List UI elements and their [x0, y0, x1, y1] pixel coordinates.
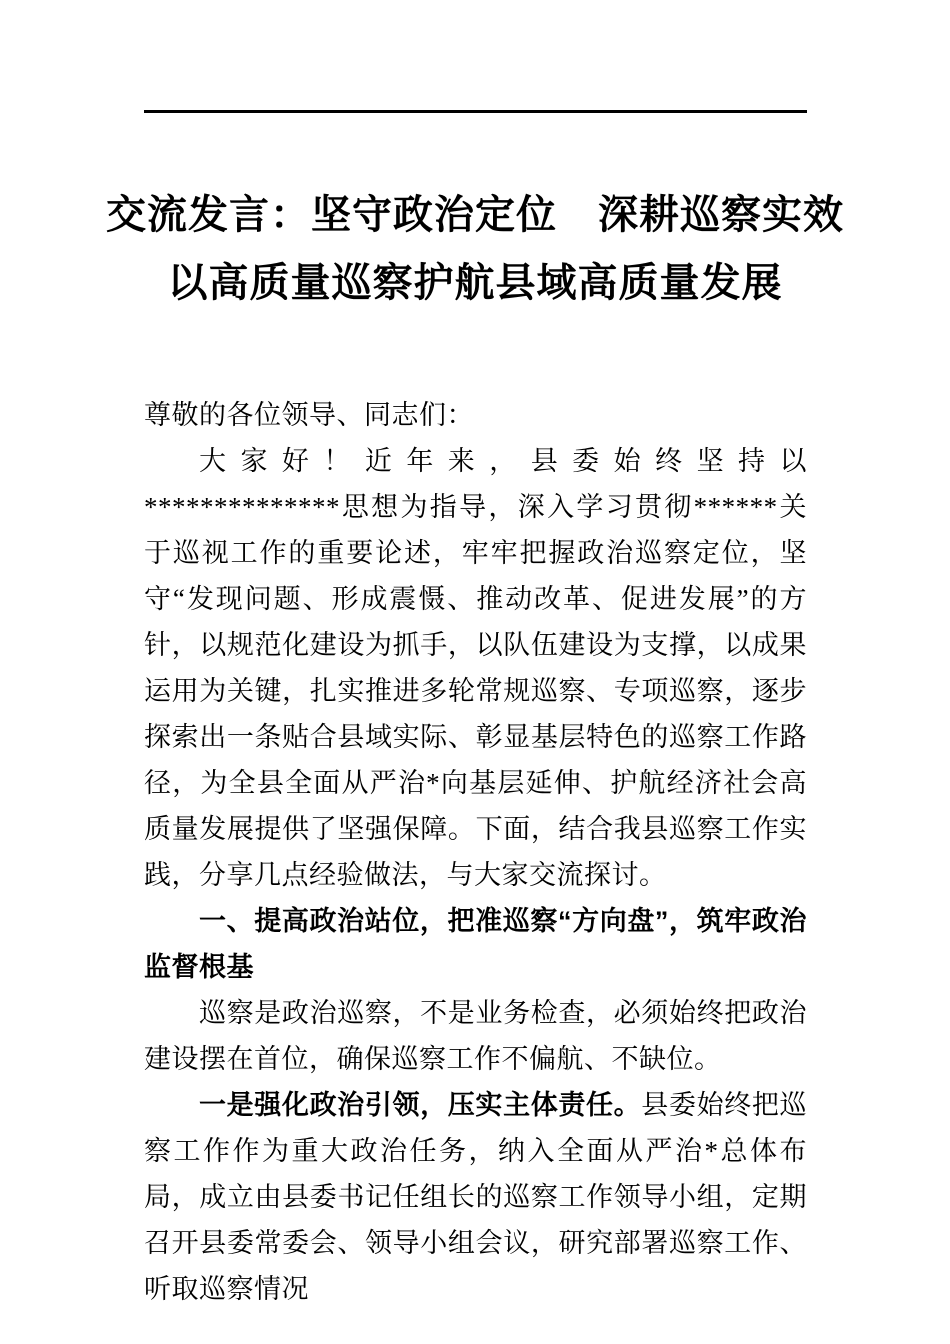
document-title: [0, 181, 950, 317]
document-title-line-2: 以高质量巡察护航县域高质量发展: [167, 260, 783, 305]
salutation: 尊敬的各位领导、同志们：: [144, 400, 474, 430]
intro-paragraph: 大家好！近年来，县委始终坚持以**************思想为指导，深入学习贯彻******关于巡视工作的重要论述，牢牢把握政治巡察定位，坚守“发现问题、形成震慑、推动改革、促进发展”的方针，以规范化建设为抓手，以队伍建设为支撑，以成果运用为关键，扎实推进多轮常规巡察、专项巡察，逐步探索出一条贴合县域实际、彰显基层特色的巡察工作路径，为全县全面从严治*向基层延伸、护航经济社会高质量发展提供了坚强保障。下面，结合我县巡察工作实践，分享几点经验做法，与大家交流探讨。: [144, 446, 807, 890]
section-1-point-1-lead: 一是强化政治引领，压实主体责任。: [199, 1090, 642, 1120]
section-1-heading: 一、提高政治站位，把准巡察“方向盘”，筑牢政治监督根基: [144, 906, 807, 982]
section-1-point-1-paragraph: [144, 1082, 807, 1312]
document-title-line-1: 交流发言：坚守政治定位 深耕巡察实效: [106, 192, 844, 237]
document-body: [144, 392, 807, 1312]
header-rule: [144, 110, 807, 113]
section-1-point-1-text: 县委始终把巡察工作作为重大政治任务，纳入全面从严治*总体布局，成立由县委书记任组长的巡察工作领导小组，定期召开县委常委会、领导小组会议，研究部署巡察工作、听取巡察情况: [144, 1090, 808, 1304]
section-1-paragraph: 巡察是政治巡察，不是业务检查，必须始终把政治建设摆在首位，确保巡察工作不偏航、不缺位。: [144, 998, 807, 1074]
